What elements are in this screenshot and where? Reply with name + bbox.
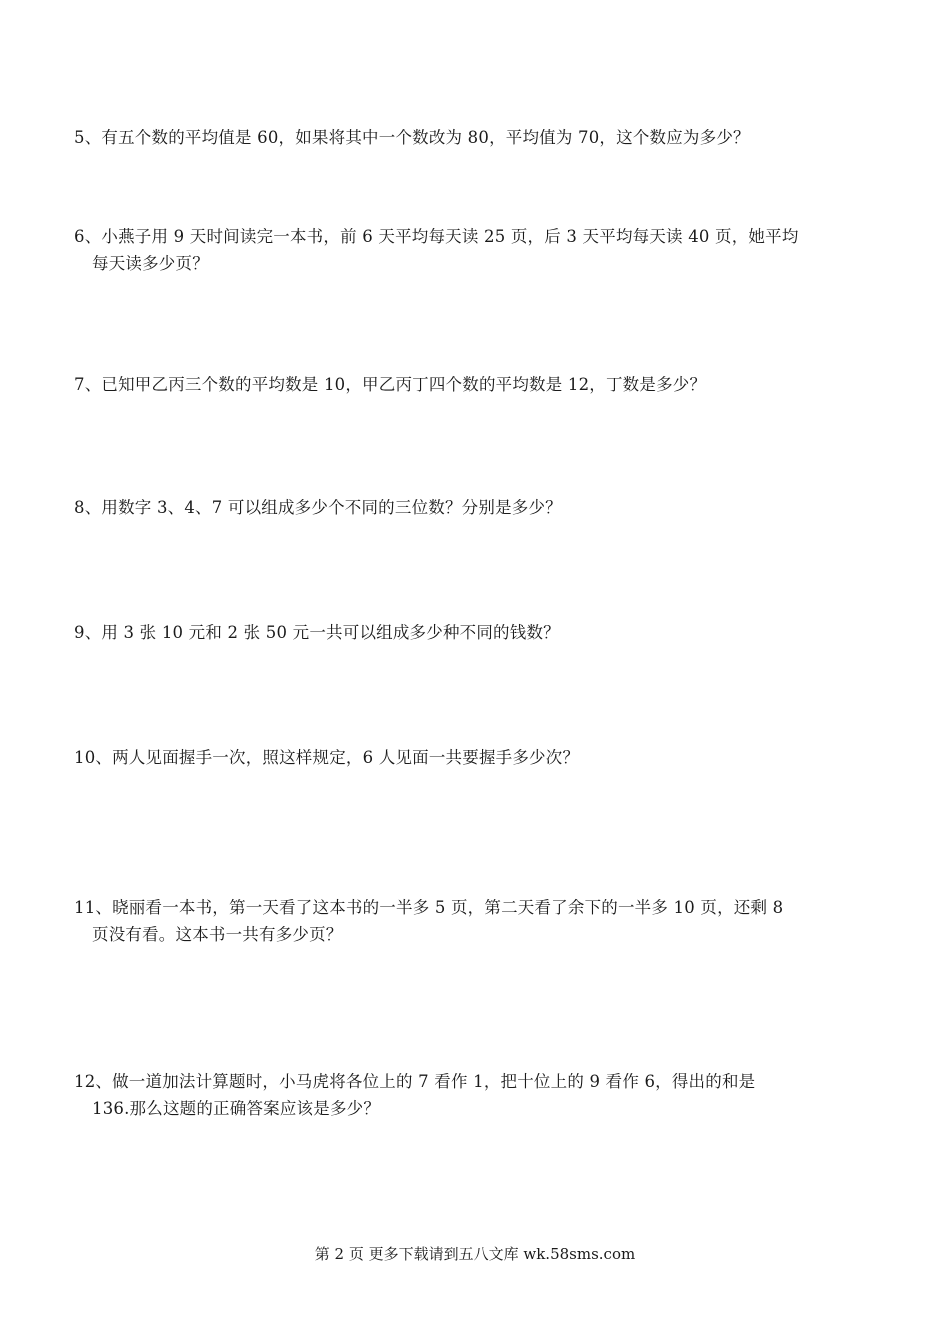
question-12 bbox=[74, 1068, 874, 1122]
question-line: 8、用数字 3、4、7 可以组成多少个不同的三位数？分别是多少？ bbox=[74, 498, 562, 517]
page-footer: 第 2 页 更多下载请到五八文库 wk.58sms.com bbox=[314, 1245, 636, 1263]
question-9 bbox=[74, 619, 874, 646]
question-line: 6、小燕子用 9 天时间读完一本书，前 6 天平均每天读 25 页，后 3 天平均每天读 40 页，她平均 bbox=[74, 227, 799, 246]
question-6 bbox=[74, 223, 874, 277]
question-line-continued: 页没有看。这本书一共有多少页？ bbox=[92, 925, 343, 944]
question-line: 9、用 3 张 10 元和 2 张 50 元一共可以组成多少种不同的钱数？ bbox=[74, 623, 560, 642]
question-7 bbox=[74, 371, 874, 398]
question-line: 5、有五个数的平均值是 60，如果将其中一个数改为 80，平均值为 70，这个数应为多少？ bbox=[74, 128, 750, 147]
question-line: 12、做一道加法计算题时，小马虎将各位上的 7 看作 1，把十位上的 9 看作 6，得出的和是 bbox=[74, 1072, 756, 1091]
question-line-continued: 每天读多少页？ bbox=[92, 254, 209, 273]
question-11 bbox=[74, 894, 874, 948]
question-line: 11、晓丽看一本书，第一天看了这本书的一半多 5 页，第二天看了余下的一半多 10 页，还剩 8 bbox=[74, 898, 784, 917]
question-10 bbox=[74, 744, 874, 771]
question-line: 10、两人见面握手一次，照这样规定，6 人见面一共要握手多少次？ bbox=[74, 748, 580, 767]
question-8 bbox=[74, 494, 874, 521]
question-line: 7、已知甲乙丙三个数的平均数是 10，甲乙丙丁四个数的平均数是 12，丁数是多少？ bbox=[74, 375, 707, 394]
question-5 bbox=[74, 124, 874, 151]
question-line-continued: 136.那么这题的正确答案应该是多少？ bbox=[92, 1099, 381, 1118]
